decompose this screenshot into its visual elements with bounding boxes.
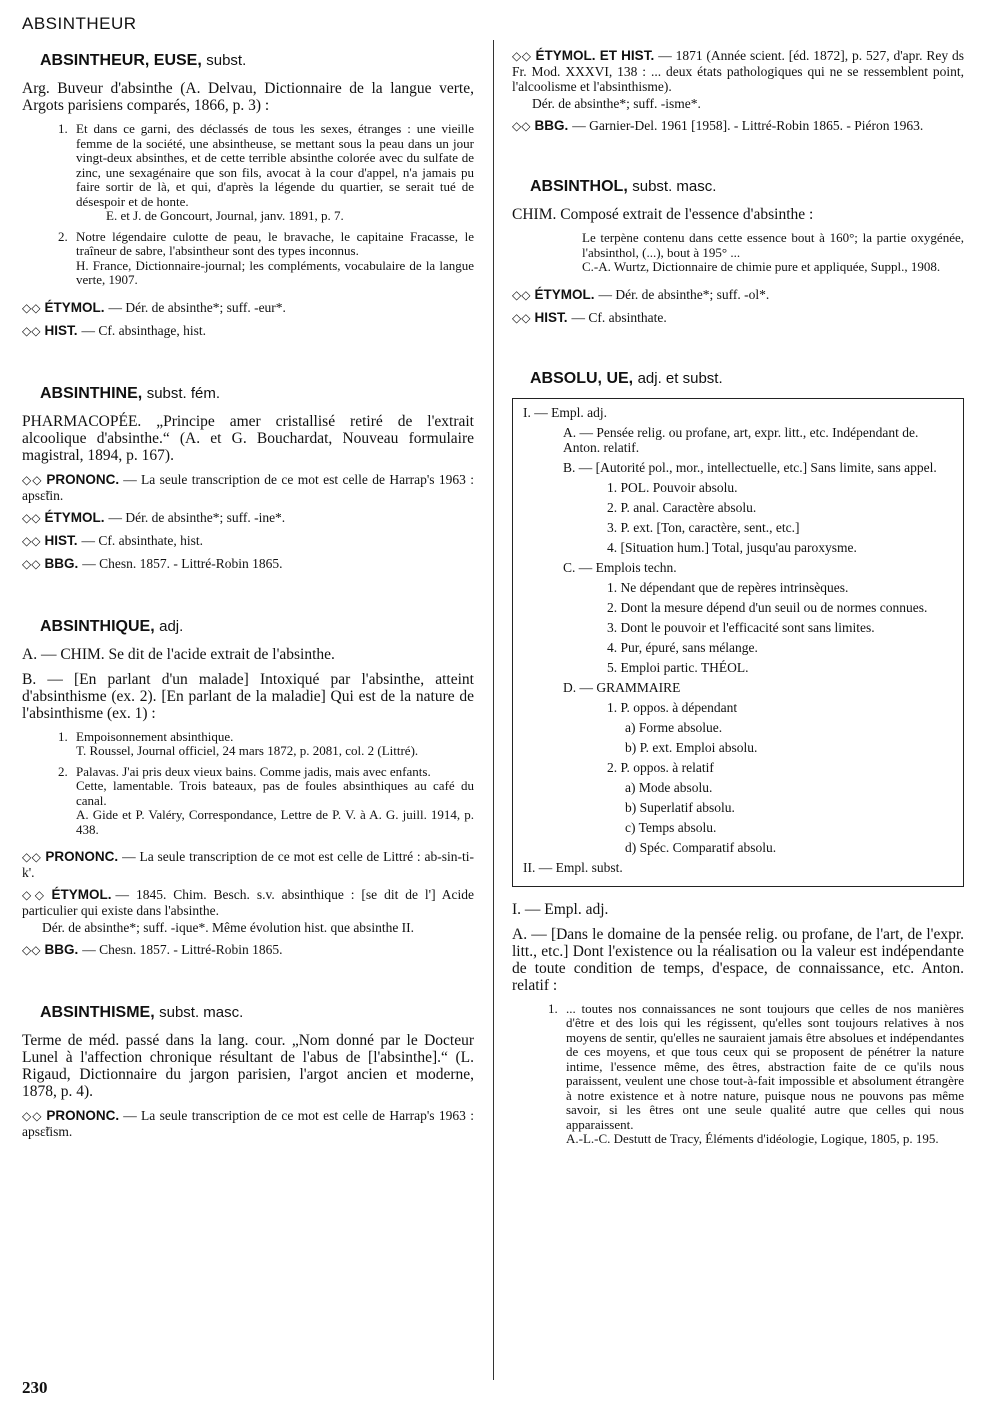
entry-absintheur — [22, 52, 474, 339]
entry-absinthisme — [22, 1004, 474, 1139]
definition: Terme de méd. passé dans la lang. cour. „Nom donné par le Docteur Lunel à l'affection chronique résultant de l'abus de [l'absinthe].“ (L. Rigaud, Dictionnaire du jargon parisien, l'argot ancien et moderne, 1878, p. 4). — [22, 1032, 474, 1100]
rubric-prononc: ◇◇ PRONONC. — La seule transcription de ce mot est celle de Harrap's 1963 : apsε̃tism. — [22, 1108, 474, 1139]
outline-line: c) Temps absolu. — [625, 819, 717, 835]
example-1: 1. Et dans ce garni, des déclassés de tous les sexes, étranges : une vieille femme de la société, une absintheuse, se mettant sous la peau dans un jour vingt-deux absinthes, et de cette terrible absinthe colorée avec du sulfate de zinc, une sexagénaire que son fils, avocat à la cour d'appel, n'a jamais pu faire sortir de là, et qui, d'après la légende du quartier, se serait tué de désespoir et de honte. E. et J. de Goncourt, Journal, janv. 1891, p. 7. — [58, 121, 474, 223]
outline-line: d) Spéc. Comparatif absolu. — [625, 839, 777, 855]
rubric-bbg: ◇◇ BBG. — Garnier-Del. 1961 [1958]. - Littré-Robin 1865. - Piéron 1963. — [512, 118, 924, 133]
definition-a: A. — [Dans le domaine de la pensée relig. ou profane, de l'art, de l'expr. litt., etc.] Dont l'existence ou la réalisation ou la valeur est indépendante de toute condition de temps, d'espace, de connaissance, etc. Anton. relatif : — [512, 925, 964, 994]
example: Le terpène contenu dans cette essence bout à 160°; la partie oxygénée, l'absinthol, (...), bout à 195° ... C.-A. Wurtz, Dictionnaire de chimie pure et appliquée, Suppl., 1908. — [582, 230, 964, 274]
rubric-bbg: ◇◇ BBG. — Chesn. 1857. - Littré-Robin 1865. — [22, 555, 283, 571]
outline-line: A. — Pensée relig. ou profane, art, expr. litt., etc. Indépendant de. Anton. relatif. — [563, 424, 919, 455]
definition: PHARMACOPÉE. „Principe amer cristallisé retiré de l'extrait alcoolique d'absinthe.“ (A. et G. Bouchardat, Nouveau formulaire magistral, 1894, p. 167). — [22, 412, 474, 464]
definition: CHIM. Composé extrait de l'essence d'absinthe : — [512, 206, 814, 223]
entry-absinthol — [512, 178, 964, 326]
outline-line: 5. Emploi partic. THÉOL. — [607, 659, 749, 675]
example-source: C.-A. Wurtz, Dictionnaire de chimie pure et appliquée, Suppl., 1908. — [582, 259, 941, 274]
outline-line: 1. Ne dépendant que de repères intrinsèques. — [607, 579, 849, 595]
rubric-etymol-hist: ◇◇ ÉTYMOL. ET HIST. — 1871 (Année scient. [éd. 1872], p. 527, d'apr. Rey ds Fr. Mod. XXXVI, 138 : ... deux états pathologiques qui ne se ressemblent point, l'alcoolisme et l'absinthisme). — [512, 48, 964, 94]
outline-line: 4. Pur, épuré, sans mélange. — [607, 639, 758, 655]
entry-absinthisme-continued — [512, 48, 964, 134]
outline-line: a) Forme absolue. — [625, 719, 723, 735]
rubric-etymol: ◇◇ ÉTYMOL. — Dér. de absinthe*; suff. -ol*. — [512, 286, 770, 302]
page-number: 230 — [22, 1378, 48, 1397]
definition-b: B. — [En parlant d'un malade] Intoxiqué par l'absinthe, atteint d'absinthisme (ex. 2). [En parlant de la maladie] Qui est de la nature de l'absinthisme (ex. 1) : — [22, 670, 474, 722]
outline-line: D. — GRAMMAIRE — [563, 679, 681, 695]
headword: ABSOLU, UE, adj. et subst. — [530, 369, 723, 387]
running-head: ABSINTHEUR — [22, 14, 137, 33]
rubric-etymol: ◇◇ ÉTYMOL. — 1845. Chim. Besch. s.v. absinthique : [se dit de l'] Acide particulier qui existe dans l'absinthe. — [22, 887, 474, 918]
outline-line: 2. Dont la mesure dépend d'un seuil ou de normes connues. — [607, 599, 928, 615]
example-source: A. Gide et P. Valéry, Correspondance, Lettre de P. V. à A. G. juill. 1914, p. 438. — [76, 807, 474, 837]
section-heading: I. — Empl. adj. — [512, 900, 609, 918]
rubric-hist: ◇◇ HIST. — Cf. absinthate, hist. — [22, 532, 203, 548]
example-source: A.-L.-C. Destutt de Tracy, Éléments d'idéologie, Logique, 1805, p. 195. — [566, 1131, 939, 1146]
example-2: 2. Palavas. J'ai pris deux vieux bains. Comme jadis, mais avec enfants. Cette, lamentable. Trois bateaux, pas de foules absinthiques au café du canal. A. Gide et P. Valéry, Correspondance, Lettre de P. V. à A. G. juill. 1914, p. 438. — [58, 763, 474, 837]
right-column — [512, 48, 964, 1177]
rubric-etymol: ◇◇ ÉTYMOL. — Dér. de absinthe*; suff. -ine*. — [22, 509, 286, 525]
rubric-etymol: ◇◇ ÉTYMOL. — Dér. de absinthe*; suff. -eur*. — [22, 299, 286, 315]
outline-line: 2. P. oppos. à relatif — [607, 759, 714, 775]
rubric-hist: ◇◇ HIST. — Cf. absinthage, hist. — [22, 322, 206, 338]
rubric-prononc: ◇◇ PRONONC. — La seule transcription de ce mot est celle de Littré : ab-sin-ti-k'. — [22, 849, 474, 880]
entry-absolu — [512, 370, 964, 1147]
headword: ABSINTHOL, subst. masc. — [530, 178, 717, 195]
entry-absinthine — [22, 385, 474, 572]
example-2: 2. Notre légendaire culotte de peau, le bravache, le capitaine Fracasse, le traîneur de sabre, l'absintheur sont des types inconnus. H. France, Dictionnaire-journal; les compléments, vocabulaire de la langue verte, 1907. — [58, 228, 474, 287]
headword: ABSINTHIQUE, adj. — [40, 617, 184, 635]
headword: ABSINTHISME, subst. masc. — [40, 1004, 244, 1021]
rubric-hist: ◇◇ HIST. — Cf. absinthate. — [512, 309, 667, 325]
headword: ABSINTHEUR, EUSE, subst. — [40, 52, 247, 69]
sense-outline-box — [512, 398, 964, 887]
outline-line: 3. Dont le pouvoir et l'efficacité sont sans limites. — [607, 619, 875, 635]
rubric-etymol-cont: Dér. de absinthe*; suff. -isme*. — [532, 96, 701, 111]
outline-line: 1. POL. Pouvoir absolu. — [607, 479, 738, 495]
example-1: 1. ... toutes nos connaissances ne sont toujours que celles de nos manières d'être et des lois qui les régissent, qu'elles sont toujours relatives à nos moyens de sentir, qu'elles ne sauraient jamais être absolues et indépendantes de ces moyens, et que tous ceux qui se proposent de pénétrer la nature intime, l'essence même, des êtres, abstraction faite de ce qu'ils nous paraissent, veulent une chose tout-à-fait impossible et absolument étrangère à notre existence et à notre nature, puisque nous ne pouvons pas même savoir, si les êtres ont une seule qualité autre que celles qui nous apparaissent. A.-L.-C. Destutt de Tracy, Éléments d'idéologie, Logique, 1805, p. 195. — [548, 1000, 964, 1146]
outline-line: 1. P. oppos. à dépendant — [607, 699, 738, 715]
outline-line: I. — Empl. adj. — [523, 404, 607, 420]
outline-line: B. — [Autorité pol., mor., intellectuelle, etc.] Sans limite, sans appel. — [563, 459, 937, 475]
example-source: H. France, Dictionnaire-journal; les compléments, vocabulaire de la langue verte, 1907. — [76, 257, 474, 287]
left-column — [22, 48, 474, 1169]
outline-line: 4. [Situation hum.] Total, jusqu'au paroxysme. — [607, 539, 857, 555]
outline-line: b) Superlatif absolu. — [625, 799, 735, 815]
outline-line: b) P. ext. Emploi absolu. — [625, 739, 758, 755]
example-source: T. Roussel, Journal officiel, 24 mars 1872, p. 2081, col. 2 (Littré). — [76, 743, 419, 758]
headword: ABSINTHINE, subst. fém. — [40, 384, 221, 402]
example-source: E. et J. de Goncourt, Journal, janv. 1891, p. 7. — [106, 208, 344, 223]
rubric-prononc: ◇◇ PRONONC. — La seule transcription de ce mot est celle de Harrap's 1963 : apsε̃tin. — [22, 471, 474, 503]
outline-line: 2. P. anal. Caractère absolu. — [607, 499, 757, 515]
entry-absinthique — [22, 618, 474, 959]
rubric-etymol-cont: Dér. de absinthe*; suff. -ique*. Même évolution hist. que absinthe II. — [42, 920, 415, 935]
definition: Arg. Buveur d'absinthe (A. Delvau, Dictionnaire de la langue verte, Argots parisiens comparés, 1866, p. 3) : — [22, 80, 474, 114]
outline-line: 3. P. ext. [Ton, caractère, sent., etc.] — [607, 519, 800, 535]
definition-a: A. — CHIM. Se dit de l'acide extrait de l'absinthe. — [22, 645, 335, 663]
outline-line: a) Mode absolu. — [625, 779, 713, 795]
rubric-bbg: ◇◇ BBG. — Chesn. 1857. - Littré-Robin 1865. — [22, 942, 283, 957]
example-1: 1. Empoisonnement absinthique. T. Roussel, Journal officiel, 24 mars 1872, p. 2081, col. 2 (Littré). — [58, 728, 419, 758]
column-divider — [493, 40, 494, 1380]
outline-line: II. — Empl. subst. — [523, 859, 623, 875]
outline-line: C. — Emplois techn. — [563, 559, 677, 575]
